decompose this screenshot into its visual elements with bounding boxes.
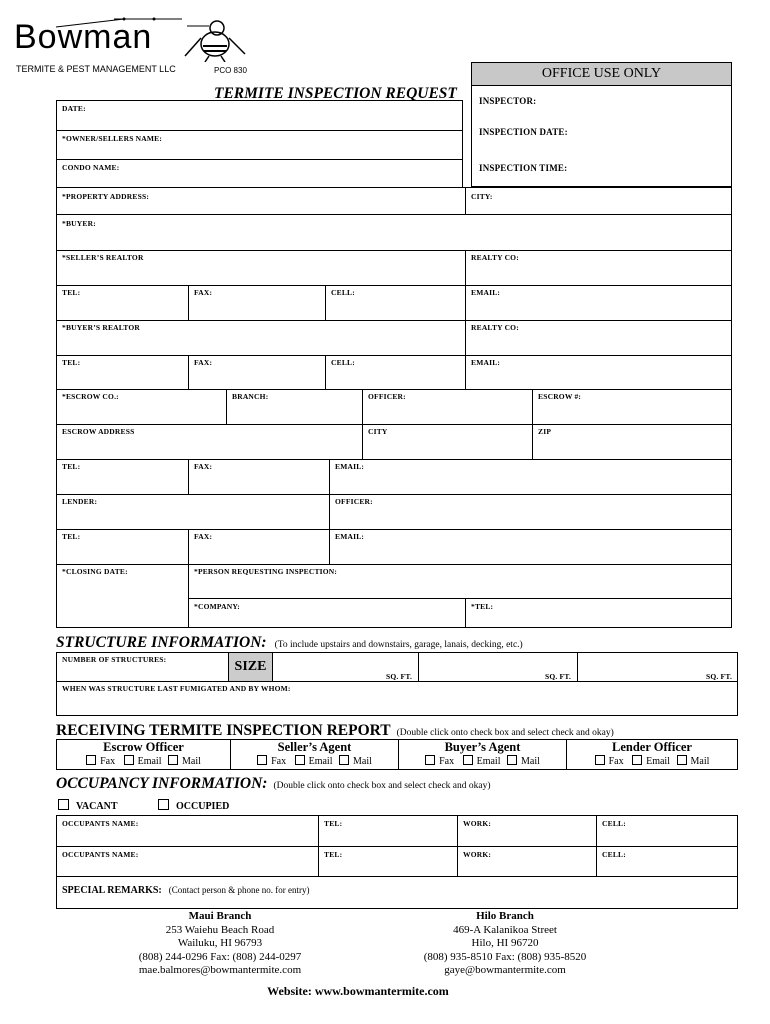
size-text: SIZE (234, 659, 267, 674)
occupied-option (158, 799, 229, 812)
structure-title: STRUCTURE INFORMATION: (56, 634, 267, 651)
sqft-label-1: SQ. FT. (386, 672, 413, 681)
sqft-input-3[interactable] (581, 655, 699, 679)
property-address-label: *PROPERTY ADDRESS: (62, 192, 150, 201)
buyers-agent-title: Buyer’s Agent (444, 740, 521, 754)
maui-phone: (808) 244-0296 Fax: (808) 244-0297 (138, 950, 302, 963)
escrow-email-checkbox[interactable] (124, 755, 134, 765)
escrow-fax-input[interactable] (194, 473, 325, 492)
occupant1-tel-input[interactable] (324, 830, 453, 844)
inspection-date-input[interactable] (590, 123, 728, 141)
form-title: TERMITE INSPECTION REQUEST (214, 85, 457, 102)
inspection-date-label: INSPECTION DATE: (479, 127, 568, 137)
logo-subtitle: TERMITE & PEST MANAGEMENT LLC (16, 64, 176, 74)
branch-label: BRANCH: (232, 392, 269, 401)
lender-label: LENDER: (62, 497, 98, 506)
special-remarks-input[interactable] (62, 892, 734, 907)
lender-officer-input[interactable] (335, 508, 728, 527)
maui-email: mae.balmores@bowmantermite.com (138, 964, 302, 976)
occupant2-work-input[interactable] (463, 860, 592, 874)
closing-date-input[interactable] (62, 578, 184, 624)
sqft-input-1[interactable] (276, 655, 376, 679)
occupant1-cell-label: CELL: (602, 819, 626, 828)
escrow-fax-label: FAX: (194, 462, 213, 471)
date-label: DATE: (62, 104, 86, 113)
vacant-label: VACANT (76, 801, 118, 812)
fumigated-label: WHEN WAS STRUCTURE LAST FUMIGATED AND BY WHOM: (62, 684, 291, 693)
buyer-email-input[interactable] (471, 369, 728, 387)
occupancy-note: (Double click onto check box and select check and okay) (273, 781, 491, 791)
lender-mail-label: Mail (690, 756, 710, 767)
office-use-title: OFFICE USE ONLY (541, 66, 662, 81)
escrow-email-label: Email (137, 756, 162, 767)
escrow-city-input[interactable] (368, 438, 528, 457)
company-label: *COMPANY: (194, 602, 240, 611)
buyer-email-label: EMAIL: (471, 358, 501, 367)
escrow-address-label: ESCROW ADDRESS (62, 427, 135, 436)
website-line: Website: www.bowmantermite.com (267, 984, 449, 998)
escrow-officer-label: OFFICER: (368, 392, 406, 401)
inspection-time-input[interactable] (590, 159, 728, 177)
receiving-title: RECEIVING TERMITE INSPECTION REPORT (56, 722, 391, 739)
condo-input[interactable] (130, 161, 460, 186)
escrow-tel-input[interactable] (62, 473, 184, 492)
escrow-address-input[interactable] (62, 438, 358, 457)
seller-realty-co-input[interactable] (471, 264, 728, 283)
buyer-email-checkbox[interactable] (463, 755, 473, 765)
occupant1-name-label: OCCUPANTS NAME: (62, 819, 139, 828)
recipient-escrow-officer (57, 740, 230, 767)
occupant2-work-label: WORK: (463, 850, 492, 859)
receiving-section-title (56, 722, 614, 740)
buyer-fax-label: Fax (439, 756, 455, 767)
maui-address-1: 253 Waiehu Beach Road (165, 923, 275, 936)
hilo-branch-info (395, 910, 615, 978)
inspection-time-label: INSPECTION TIME: (479, 163, 568, 173)
receiving-note: (Double click onto check box and select check and okay) (396, 728, 614, 738)
seller-mail-checkbox[interactable] (339, 755, 349, 765)
occupant1-work-label: WORK: (463, 819, 492, 828)
occupant2-tel-input[interactable] (324, 860, 453, 874)
hilo-address-1: 469-A Kalanikoa Street (453, 923, 557, 936)
seller-mail-label: Mail (353, 756, 372, 767)
buyer-input[interactable] (100, 216, 728, 248)
lender-email-input[interactable] (335, 543, 728, 562)
bee-mascot-icon (179, 18, 251, 62)
sellers-agent-title: Seller’s Agent (277, 740, 352, 754)
city-input[interactable] (500, 189, 728, 212)
recipient-lender-officer (567, 740, 737, 767)
vacant-checkbox[interactable] (58, 799, 69, 810)
seller-fax-label: Fax (271, 756, 287, 767)
seller-email-checkbox[interactable] (295, 755, 305, 765)
closing-date-label: *CLOSING DATE: (62, 567, 128, 576)
occupancy-section-title (56, 775, 491, 793)
buyer-realtor-input[interactable] (62, 334, 460, 353)
buyer-tel-input[interactable] (62, 369, 184, 387)
logo-pco: PCO 830 (214, 66, 247, 75)
number-structures-label: NUMBER OF STRUCTURES: (62, 655, 167, 664)
sqft-label-2: SQ. FT. (545, 672, 572, 681)
company-tel-label: *TEL: (471, 602, 494, 611)
maui-branch-info (110, 910, 330, 978)
escrow-mail-checkbox[interactable] (168, 755, 178, 765)
occupant2-name-label: OCCUPANTS NAME: (62, 850, 139, 859)
seller-fax-input[interactable] (194, 299, 321, 318)
hilo-email: gaye@bowmantermite.com (444, 964, 566, 976)
buyer-email-label: Email (476, 756, 501, 767)
escrow-tel-label: TEL: (62, 462, 81, 471)
occupied-label: OCCUPIED (176, 801, 230, 812)
seller-fax-checkbox[interactable] (257, 755, 267, 765)
buyer-cell-label: CELL: (331, 358, 355, 367)
occupant2-cell-label: CELL: (602, 850, 626, 859)
seller-realty-co-label: REALTY CO: (471, 253, 519, 262)
escrow-city-label: CITY (368, 427, 388, 436)
date-input[interactable] (100, 102, 460, 128)
inspector-label: INSPECTOR: (479, 96, 537, 106)
recipient-sellers-agent (231, 740, 398, 767)
maui-branch-name: Maui Branch (188, 910, 252, 922)
logo-name: Bowman (14, 18, 153, 56)
occupant1-work-input[interactable] (463, 830, 592, 844)
buyer-tel-label: TEL: (62, 358, 81, 367)
seller-fax-label: FAX: (194, 288, 213, 297)
lender-officer-label: OFFICER: (335, 497, 373, 506)
buyer-fax-checkbox[interactable] (425, 755, 435, 765)
sqft-input-2[interactable] (422, 655, 537, 679)
occupant1-tel-label: TEL: (324, 819, 343, 828)
occupancy-title: OCCUPANCY INFORMATION: (56, 775, 268, 792)
lender-fax-label: Fax (608, 756, 624, 767)
special-remarks-label: SPECIAL REMARKS: (62, 885, 162, 896)
seller-email-input[interactable] (471, 299, 728, 318)
number-structures-input[interactable] (62, 665, 224, 679)
occupant2-tel-label: TEL: (324, 850, 343, 859)
seller-email-label: EMAIL: (471, 288, 501, 297)
person-requesting-input[interactable] (194, 578, 728, 596)
office-use-header (472, 63, 731, 86)
size-label (229, 653, 272, 681)
escrow-email-input[interactable] (335, 473, 728, 492)
seller-tel-label: TEL: (62, 288, 81, 297)
lender-fax-input[interactable] (194, 543, 325, 562)
structure-section-title (56, 634, 523, 652)
escrow-zip-label: ZIP (538, 427, 552, 436)
person-requesting-label: *PERSON REQUESTING INSPECTION: (194, 567, 338, 576)
escrow-number-label: ESCROW #: (538, 392, 582, 401)
escrow-fax-label: Fax (100, 756, 116, 767)
recipient-buyers-agent (399, 740, 566, 767)
buyer-realty-co-label: REALTY CO: (471, 323, 519, 332)
buyer-mail-label: Mail (521, 756, 540, 767)
lender-officer-title: Lender Officer (612, 740, 692, 754)
buyer-mail-checkbox[interactable] (507, 755, 517, 765)
escrow-mail-label: Mail (182, 756, 201, 767)
buyer-fax-input[interactable] (194, 369, 321, 387)
seller-email-label: Email (308, 756, 333, 767)
lender-tel-input[interactable] (62, 543, 184, 562)
sqft-label-3: SQ. FT. (706, 672, 733, 681)
branch-input[interactable] (232, 403, 358, 422)
escrow-zip-input[interactable] (538, 438, 728, 457)
occupant2-cell-input[interactable] (602, 860, 734, 874)
lender-fax-checkbox[interactable] (595, 755, 605, 765)
escrow-number-input[interactable] (538, 403, 728, 422)
condo-label: CONDO NAME: (62, 163, 120, 172)
seller-cell-input[interactable] (331, 299, 461, 318)
fumigated-input[interactable] (62, 695, 734, 713)
lender-fax-label: FAX: (194, 532, 213, 541)
occupied-checkbox[interactable] (158, 799, 169, 810)
escrow-co-input[interactable] (62, 403, 222, 422)
owner-input[interactable] (180, 132, 460, 157)
lender-input[interactable] (62, 508, 325, 527)
hilo-branch-name: Hilo Branch (476, 910, 534, 922)
lender-email-label: EMAIL: (335, 532, 365, 541)
hilo-address-2: Hilo, HI 96720 (471, 937, 539, 949)
vacant-option (58, 799, 118, 812)
escrow-co-label: *ESCROW CO.: (62, 392, 119, 401)
company-input[interactable] (250, 600, 461, 626)
buyer-fax-label: FAX: (194, 358, 213, 367)
escrow-fax-checkbox[interactable] (86, 755, 96, 765)
hilo-phone: (808) 935-8510 Fax: (808) 935-8520 (423, 950, 587, 963)
lender-email-label: Email (646, 756, 670, 767)
lender-email-checkbox[interactable] (632, 755, 642, 765)
company-tel-input[interactable] (500, 600, 728, 626)
escrow-email-label: EMAIL: (335, 462, 365, 471)
owner-label: *OWNER/SELLERS NAME: (62, 134, 163, 143)
occupant1-name-input[interactable] (62, 830, 314, 844)
buyer-realtor-label: *BUYER’S REALTOR (62, 323, 141, 332)
property-address-input[interactable] (160, 189, 460, 212)
buyer-realty-co-input[interactable] (471, 334, 728, 353)
structure-note: (To include upstairs and downstairs, garage, lanais, decking, etc.) (274, 640, 523, 650)
maui-address-2: Wailuku, HI 96793 (177, 937, 263, 949)
escrow-officer-input[interactable] (368, 403, 528, 422)
city-label: CITY: (471, 192, 493, 201)
seller-tel-input[interactable] (62, 299, 184, 318)
lender-tel-label: TEL: (62, 532, 81, 541)
occupant1-cell-input[interactable] (602, 830, 734, 844)
occupant2-name-input[interactable] (62, 860, 314, 874)
seller-cell-label: CELL: (331, 288, 355, 297)
buyer-cell-input[interactable] (331, 369, 461, 387)
inspector-input[interactable] (560, 92, 728, 110)
special-remarks-note: (Contact person & phone no. for entry) (168, 885, 310, 895)
seller-realtor-label: *SELLER’S REALTOR (62, 253, 144, 262)
escrow-officer-title: Escrow Officer (103, 740, 184, 754)
lender-mail-checkbox[interactable] (677, 755, 687, 765)
buyer-label: *BUYER: (62, 219, 96, 228)
seller-realtor-input[interactable] (62, 264, 460, 283)
